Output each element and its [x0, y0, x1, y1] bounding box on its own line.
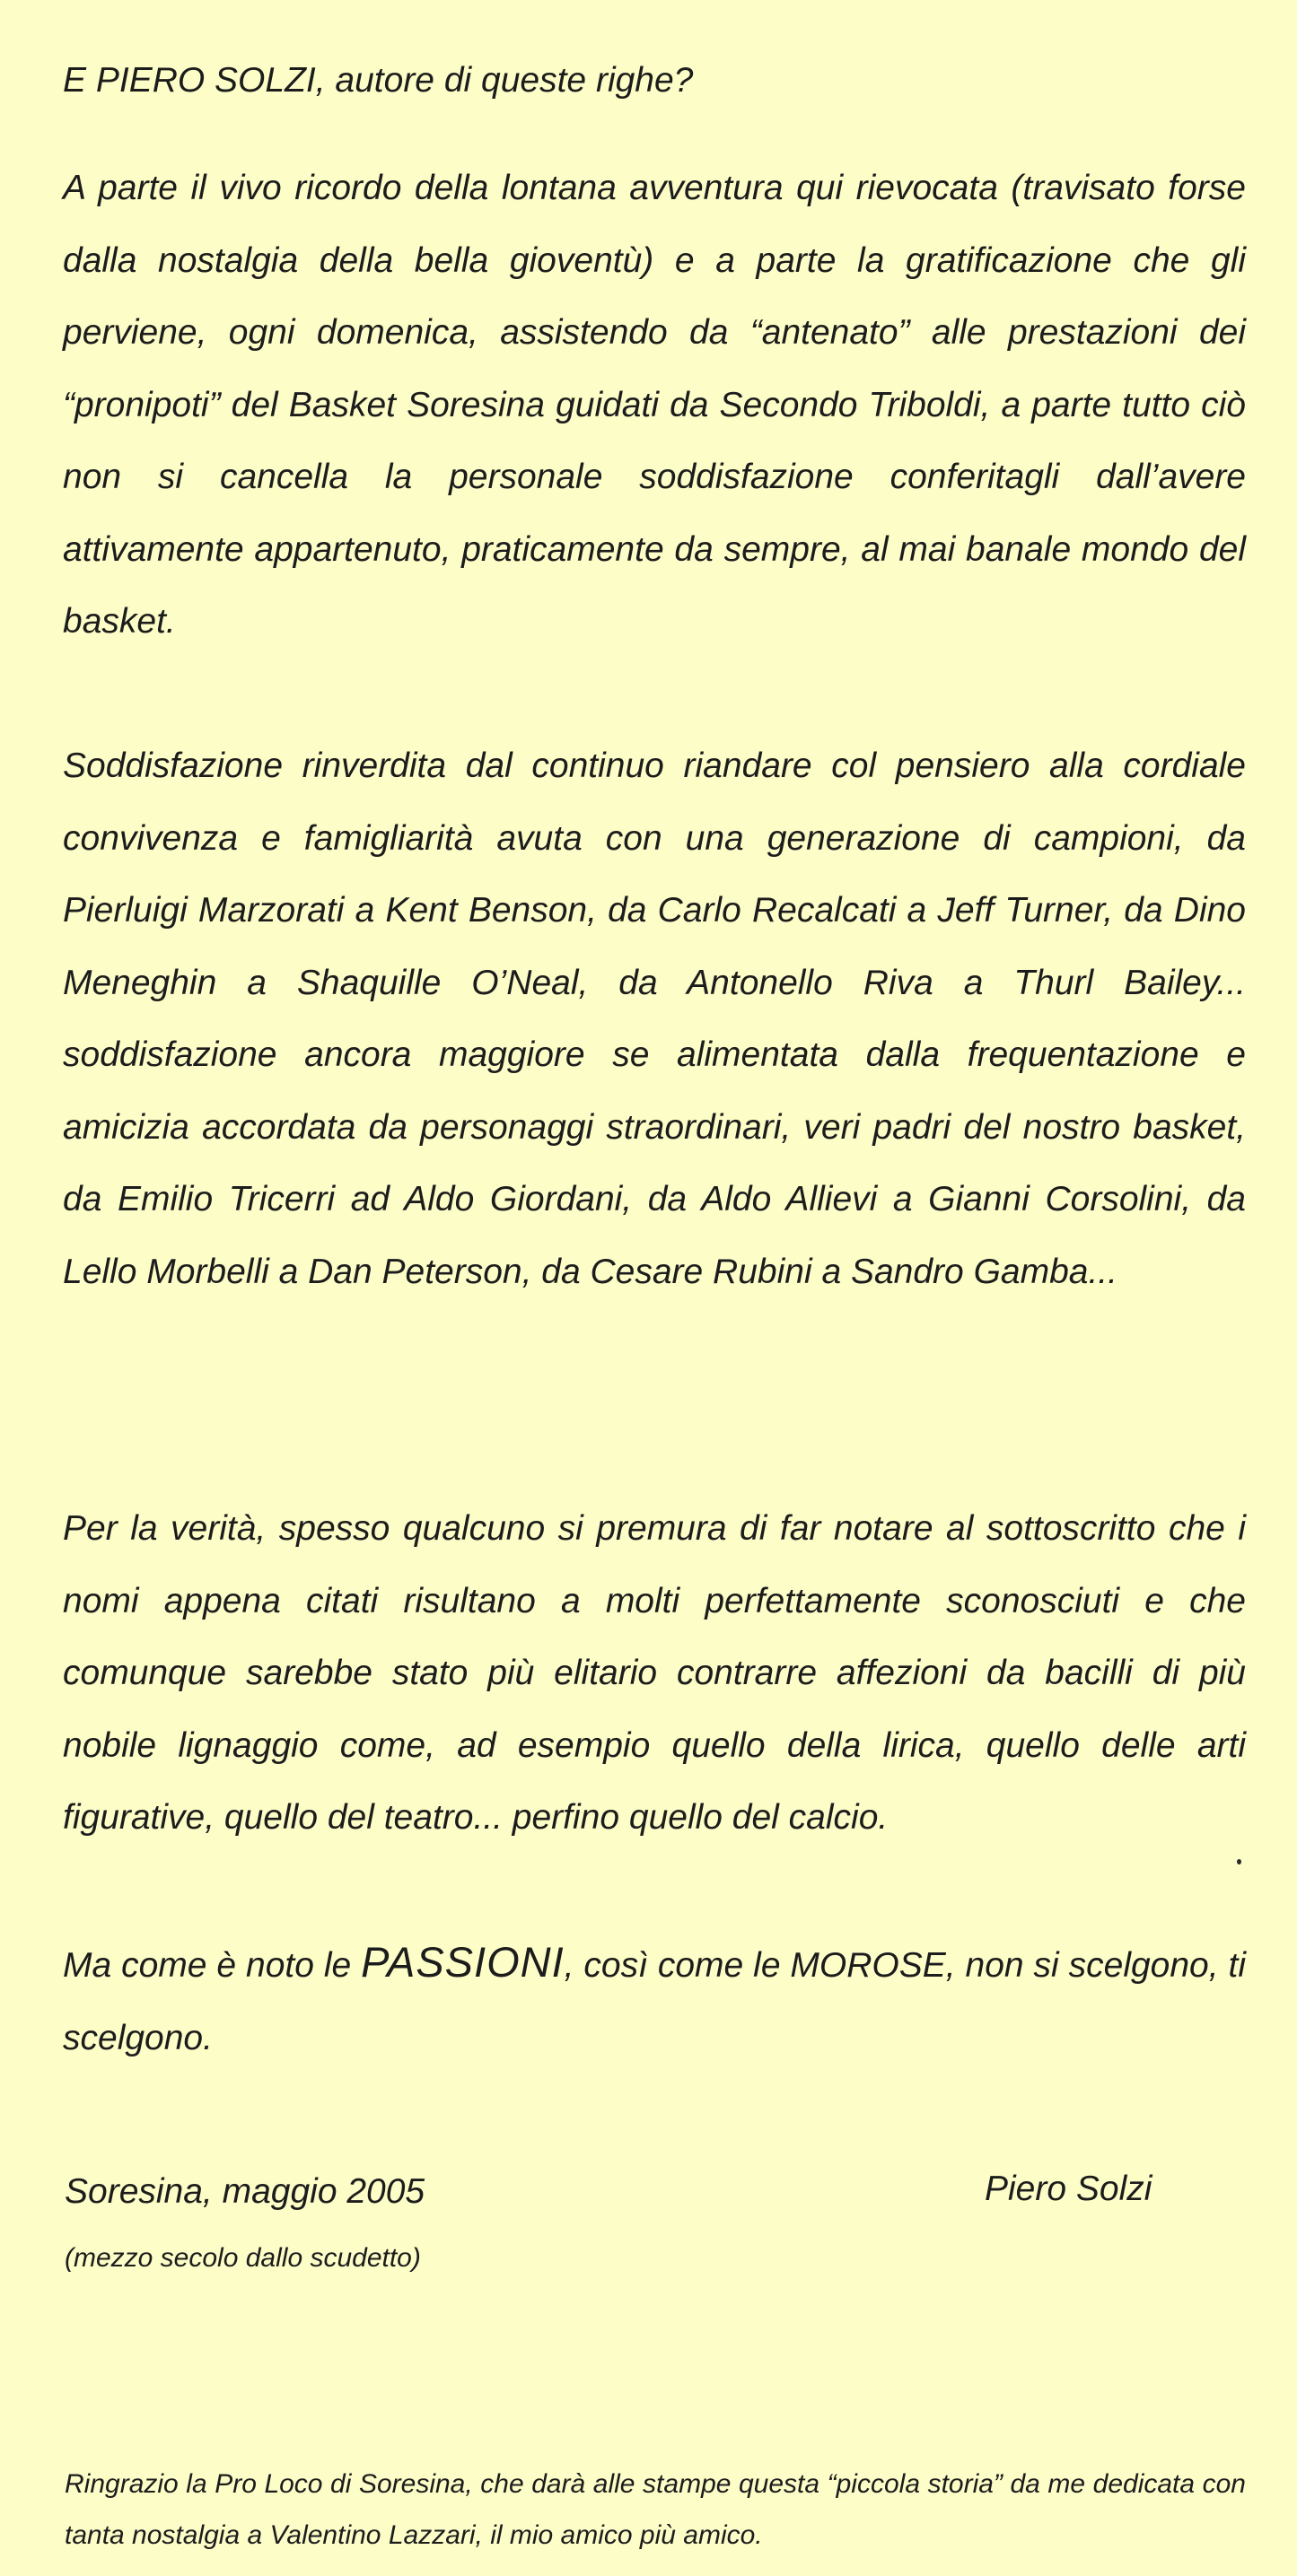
acknowledgement-footer: Ringrazio la Pro Loco di Soresina, che darà alle stampe questa “piccola storia” da me dedicata con tanta nostalgia a Valentino Lazzari, il mio amico più amico. — [65, 2469, 1246, 2550]
scudetto-note: (mezzo secolo dallo scudetto) — [65, 2243, 421, 2273]
paragraph-passions — [63, 1926, 1246, 2074]
author-signature: Piero Solzi — [985, 2170, 1152, 2208]
paragraph-truth: Per la verità, spesso qualcuno si premura di far notare al sottoscritto che i nomi appena citati risultano a molti perfettamente sconosciuti e che comunque sarebbe stato più elitario contrarre affezioni da bacilli di più nobile lignaggio come, ad esempio quello della lirica, quello delle arti figurative, quello del teatro... perfino quello del calcio. — [63, 1509, 1246, 1837]
page-heading: E PIERO SOLZI, autore di queste righe? — [63, 61, 694, 100]
place-and-date: Soresina, maggio 2005 — [65, 2172, 425, 2211]
passions-text-before: Ma come è noto le — [63, 1946, 362, 1985]
paragraph-memories: A parte il vivo ricordo della lontana avventura qui rievocata (travisato forse dalla nostalgia della bella gioventù) e a parte la gratificazione che gli perviene, ogni domenica, assistendo da “antenato” alle prestazioni dei “pronipoti” del Basket Soresina guidati da Secondo Triboldi, a parte tutto ciò non si cancella la personale soddisfazione conferitagli dall’avere attivamente appartenuto, praticamente da sempre, al mai banale mondo del basket. — [63, 169, 1246, 641]
paragraph-satisfaction: Soddisfazione rinverdita dal continuo riandare col pensiero alla cordiale convivenza e famigliarità avuta con una generazione di campioni, da Pierluigi Marzorati a Kent Benson, da Carlo Recalcati a Jeff Turner, da Dino Meneghin a Shaquille O’Neal, da Antonello Riva a Thurl Bailey... soddisfazione ancora maggiore se alimentata dalla frequentazione e amicizia accordata da personaggi straordinari, veri padri del nostro basket, da Emilio Tricerri ad Aldo Giordani, da Aldo Allievi a Gianni Corsolini, da Lello Morbelli a Dan Peterson, da Cesare Rubini a Sandro Gamba... — [63, 747, 1246, 1291]
passions-emphasis: PASSIONI — [361, 1938, 565, 1986]
passions-text-after: , così come le MOROSE, non si scelgono, ti scelgono. — [63, 1946, 1247, 2057]
ink-speck — [1237, 1859, 1241, 1864]
